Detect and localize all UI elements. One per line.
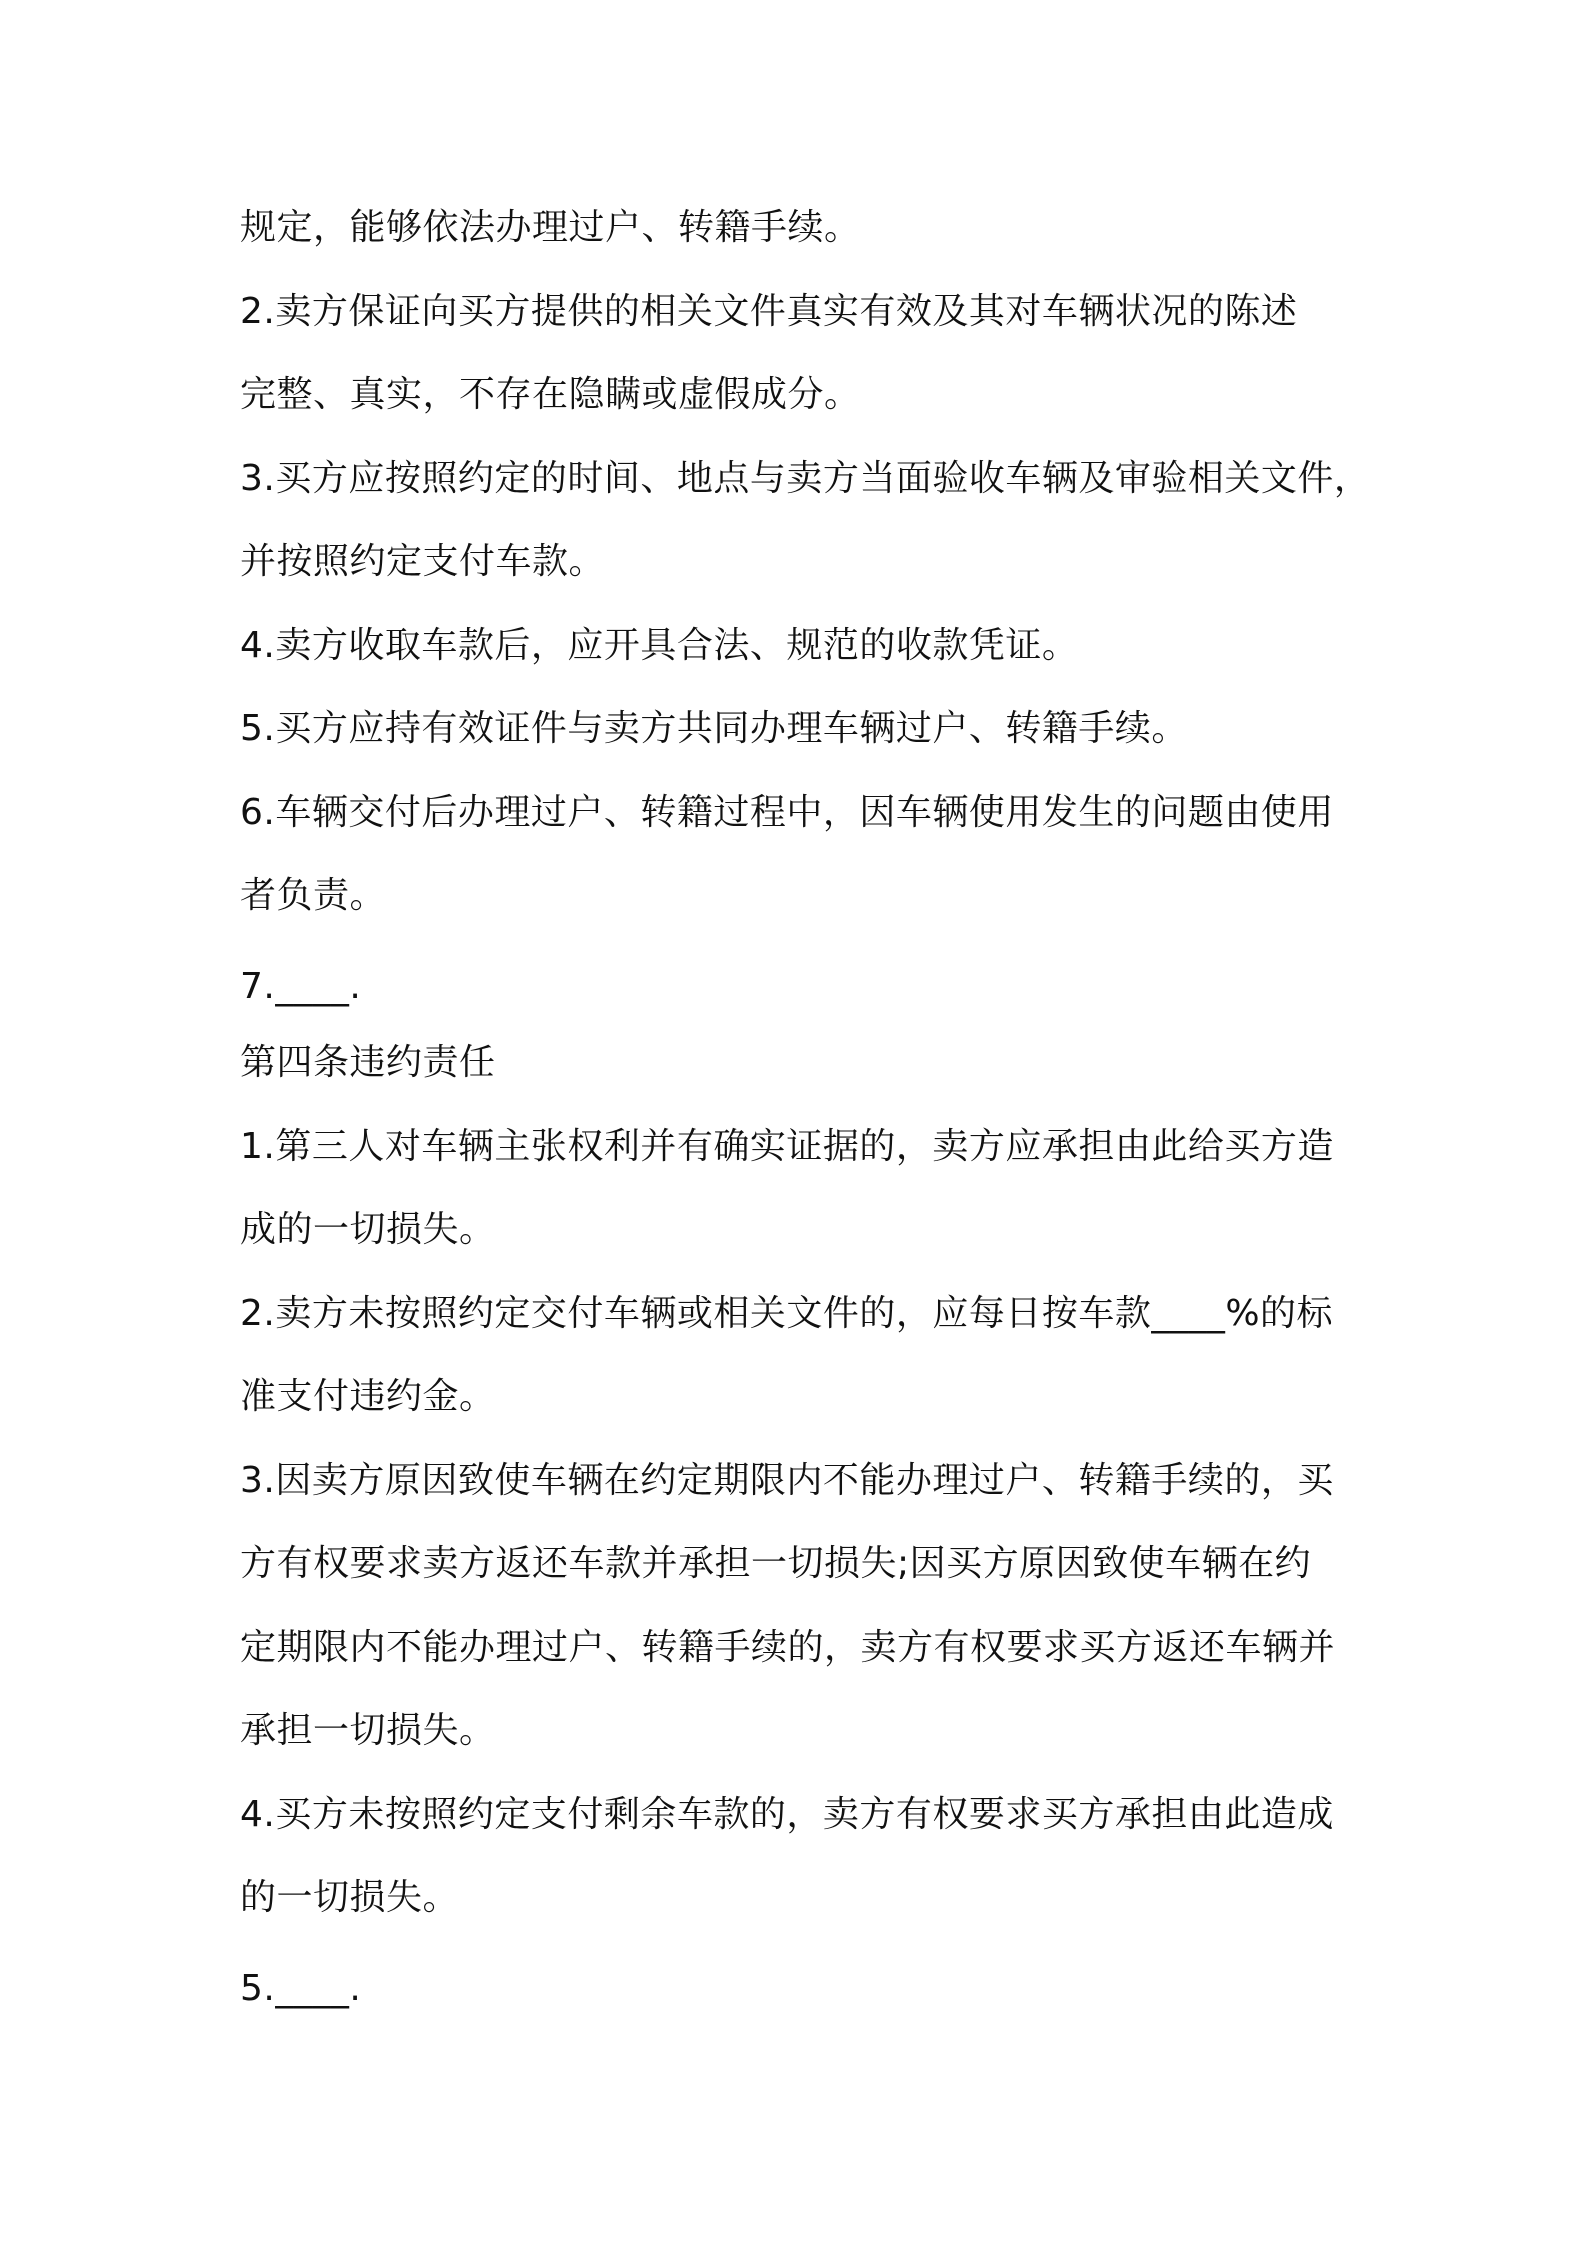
text-line: 的一切损失。: [240, 1877, 460, 1918]
text-line: 2.卖方未按照约定交付车辆或相关文件的，应每日按车款____%的标: [240, 1293, 1334, 1334]
text-line: 完整、真实，不存在隐瞒或虚假成分。: [240, 374, 861, 415]
text-line: 承担一切损失。: [240, 1710, 496, 1751]
text-line: 4.买方未按照约定支付剩余车款的，卖方有权要求买方承担由此造成: [240, 1794, 1334, 1835]
text-line: 者负责。: [240, 875, 387, 916]
section-heading: 第四条违约责任: [240, 1042, 496, 1083]
text-line: 并按照约定支付车款。: [240, 541, 606, 582]
text-line: 3.买方应按照约定的时间、地点与卖方当面验收车辆及审验相关文件，: [240, 458, 1371, 499]
text-line: 准支付违约金。: [240, 1376, 496, 1417]
text-line: 4.卖方收取车款后，应开具合法、规范的收款凭证。: [240, 625, 1079, 666]
text-line: 方有权要求卖方返还车款并承担一切损失;因买方原因致使车辆在约: [240, 1543, 1312, 1584]
text-line: 1.第三人对车辆主张权利并有确实证据的，卖方应承担由此给买方造: [240, 1126, 1334, 1167]
text-line: 定期限内不能办理过户、转籍手续的，卖方有权要求买方返还车辆并: [240, 1627, 1336, 1668]
text-line: 5.____.: [240, 1968, 362, 2009]
text-line: 6.车辆交付后办理过户、转籍过程中，因车辆使用发生的问题由使用: [240, 792, 1334, 833]
text-line: 5.买方应持有效证件与卖方共同办理车辆过户、转籍手续。: [240, 708, 1188, 749]
text-line: 成的一切损失。: [240, 1209, 496, 1250]
text-line: 规定，能够依法办理过户、转籍手续。: [240, 207, 861, 248]
text-line: 7.____.: [240, 966, 362, 1007]
text-line: 3.因卖方原因致使车辆在约定期限内不能办理过户、转籍手续的，买: [240, 1460, 1334, 1501]
text-line: 2.卖方保证向买方提供的相关文件真实有效及其对车辆状况的陈述: [240, 291, 1298, 332]
